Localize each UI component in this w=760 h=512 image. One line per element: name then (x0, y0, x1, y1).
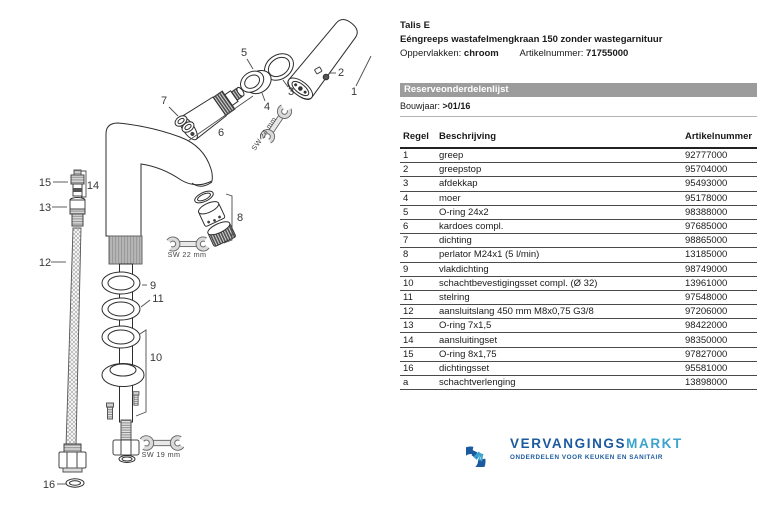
table-row (400, 348, 757, 362)
table-cell: 12 (403, 306, 414, 318)
supply-hose-group (59, 170, 86, 487)
table-cell: O-ring 7x1,5 (439, 320, 492, 332)
product-series: Talis E (400, 20, 430, 31)
col-artikelnummer: Artikelnummer (685, 131, 753, 142)
table-cell: 95581000 (685, 362, 728, 374)
table-cell: 10 (403, 277, 414, 289)
wrench-label-SW 19 mm: SW 19 mm (141, 450, 181, 459)
table-cell: 7 (403, 235, 409, 247)
finish-label: Oppervlakken: (400, 48, 462, 59)
callout-12: 12 (38, 257, 52, 269)
callout-3: 3 (287, 86, 295, 98)
table-cell: schachtbevestigingsset compl. (Ø 32) (439, 277, 598, 289)
table-cell: afdekkap (439, 178, 478, 190)
table-row (400, 291, 757, 305)
table-cell: 98865000 (685, 235, 728, 247)
logo-name-secondary: MARKT (626, 435, 683, 451)
table-row (400, 149, 757, 163)
bouwjaar-row (400, 101, 757, 117)
table-cell: 6 (403, 221, 409, 233)
table-cell: 13185000 (685, 249, 728, 261)
table-cell: perlator M24x1 (5 l/min) (439, 249, 540, 261)
finish-value: chroom (463, 48, 499, 59)
table-cell: 8 (403, 249, 409, 261)
logo-text (510, 437, 683, 461)
callout-9: 9 (149, 280, 157, 292)
parts-table-body (400, 149, 757, 390)
table-cell: 97827000 (685, 348, 728, 360)
table-cell: 15 (403, 348, 414, 360)
logo-tagline: ONDERDELEN VOOR KEUKEN EN SANITAIR (510, 453, 663, 461)
table-cell: 98422000 (685, 320, 728, 332)
table-row (400, 234, 757, 248)
table-row (400, 206, 757, 220)
part-stelring (102, 298, 140, 320)
table-row (400, 319, 757, 333)
table-cell: 16 (403, 362, 414, 374)
callout-6: 6 (217, 127, 225, 139)
table-row (400, 362, 757, 376)
table-cell: 1 (403, 150, 409, 162)
callout-7: 7 (160, 95, 168, 107)
table-cell: 13961000 (685, 277, 728, 289)
table-cell: dichtingsset (439, 362, 490, 374)
table-row (400, 333, 757, 347)
table-cell: 92777000 (685, 150, 728, 162)
logo-wordmark (510, 437, 683, 451)
table-cell: 98350000 (685, 334, 728, 346)
callout-13: 13 (38, 202, 52, 214)
table-cell: aansluitingset (439, 334, 498, 346)
table-cell: 11 (403, 291, 413, 303)
logo-mark-icon (466, 430, 501, 467)
logo-name-primary: VERVANGINGS (510, 435, 627, 451)
part-cartridge (176, 79, 250, 142)
product-title: Eéngreeps wastafelmengkraan 150 zonder wastegarnituur (400, 34, 663, 45)
wrench-label-SW 22 mm: SW 22 mm (167, 250, 207, 259)
col-regel: Regel (403, 131, 429, 142)
callout-1: 1 (350, 86, 358, 98)
table-cell: aansluitslang 450 mm M8x0,75 G3/8 (439, 306, 594, 318)
table-cell: 14 (403, 334, 414, 346)
table-header (400, 129, 757, 149)
product-meta (400, 48, 757, 59)
table-cell: moer (439, 192, 461, 204)
table-cell: vlakdichting (439, 263, 489, 275)
table-cell: schachtverlenging (439, 377, 516, 389)
callout-5: 5 (240, 47, 248, 59)
table-cell: 5 (403, 206, 409, 218)
table-cell: O-ring 24x2 (439, 206, 489, 218)
table-cell: stelring (439, 291, 470, 303)
table-cell: 98749000 (685, 263, 728, 275)
table-cell: 97548000 (685, 291, 728, 303)
table-row (400, 305, 757, 319)
table-row (400, 163, 757, 177)
wrench-label-SW 24 mm: SW 24 mm (249, 115, 279, 153)
table-cell: kardoes compl. (439, 221, 504, 233)
table-row (400, 248, 757, 262)
table-cell: 4 (403, 192, 409, 204)
callout-2: 2 (337, 67, 345, 79)
bouwjaar-value: >01/16 (442, 101, 471, 111)
table-cell: a (403, 377, 409, 389)
table-cell: 95704000 (685, 164, 728, 176)
table-cell: 95493000 (685, 178, 728, 190)
table-cell: greep (439, 150, 464, 162)
vervangingsmarkt-logo (466, 430, 683, 467)
callout-10: 10 (149, 352, 163, 364)
col-beschrijving: Beschrijving (439, 131, 497, 142)
callout-4: 4 (263, 101, 271, 113)
table-cell: 98388000 (685, 206, 728, 218)
table-row (400, 177, 757, 191)
article-value: 71755000 (586, 48, 629, 59)
callout-11: 11 (152, 293, 164, 305)
table-row (400, 376, 757, 390)
table-row (400, 220, 757, 234)
table-cell: 13 (403, 320, 414, 332)
table-cell: dichting (439, 235, 472, 247)
parts-info-panel (400, 20, 757, 390)
callout-15: 15 (38, 177, 52, 189)
section-title-bar: Reserveonderdelenlijst (400, 83, 757, 97)
table-row (400, 263, 757, 277)
table-row (400, 192, 757, 206)
table-cell: 97206000 (685, 306, 728, 318)
table-row (400, 277, 757, 291)
part-vlakdichting (102, 272, 140, 294)
table-cell: O-ring 8x1,75 (439, 348, 497, 360)
bouwjaar-label: Bouwjaar: (400, 101, 441, 111)
article-label: Artikelnummer: (519, 48, 584, 59)
table-cell: 2 (403, 164, 409, 176)
parts-table (400, 129, 757, 390)
table-cell: 3 (403, 178, 409, 190)
table-cell: greepstop (439, 164, 482, 176)
table-cell: 13898000 (685, 377, 728, 389)
table-cell: 97685000 (685, 221, 728, 233)
table-cell: 9 (403, 263, 409, 275)
callout-16: 16 (42, 479, 56, 491)
callout-14: 14 (86, 180, 100, 192)
table-cell: 95178000 (685, 192, 728, 204)
callout-8: 8 (236, 212, 244, 224)
